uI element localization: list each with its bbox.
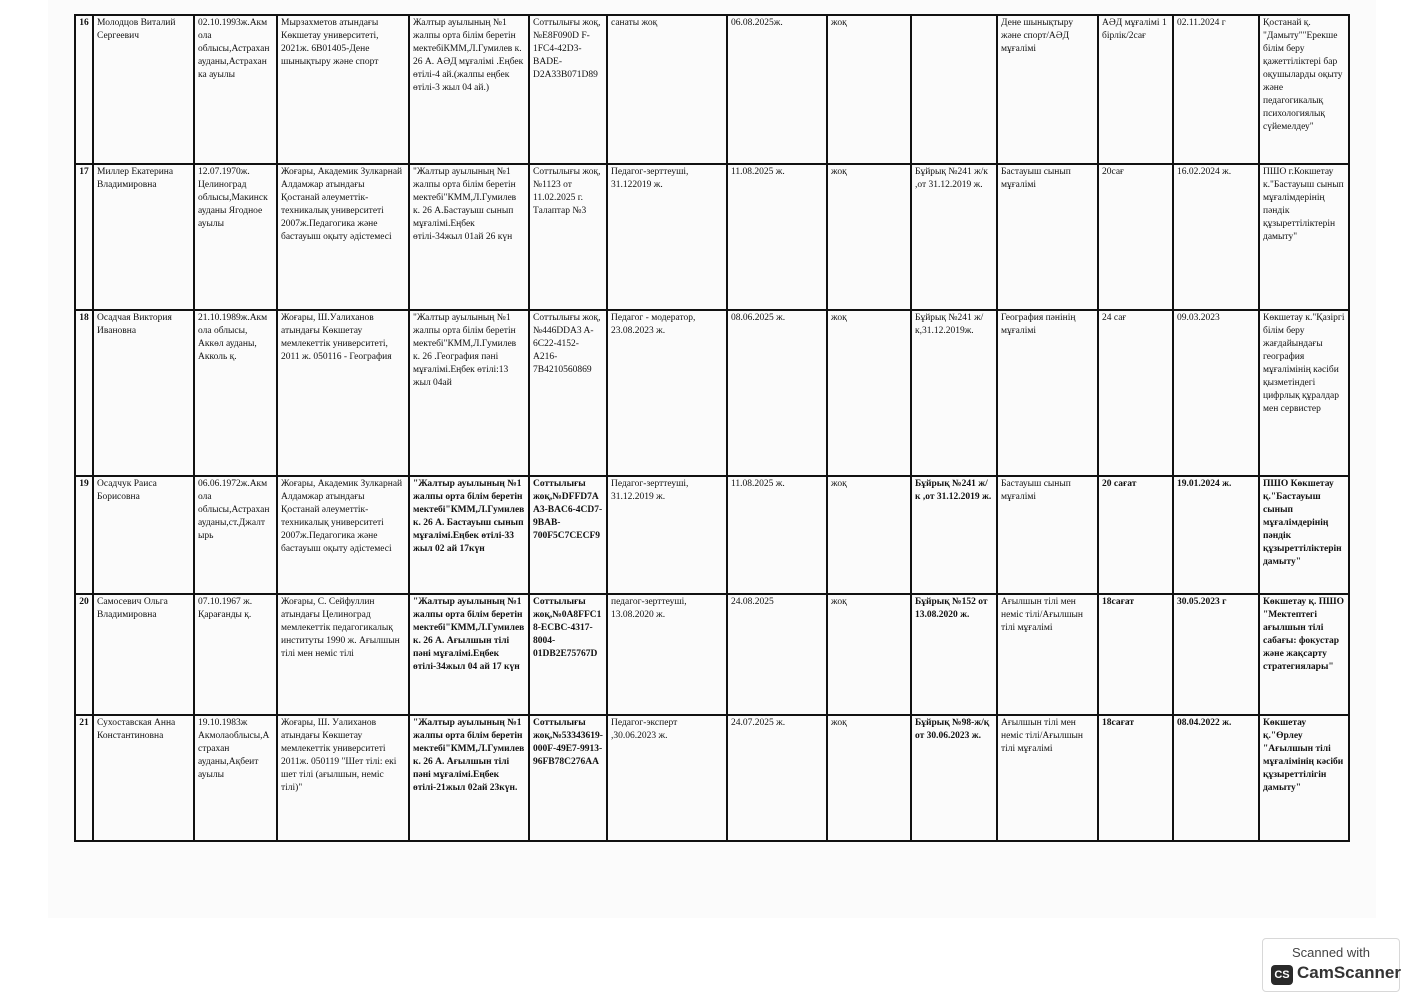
cell-number: 17 <box>75 164 93 311</box>
cell-category: Педагог - модератор, 23.08.2023 ж. <box>607 310 727 476</box>
cell-category: санаты жоқ <box>607 15 727 164</box>
cell-course: ПШО Көкшетау қ."Бастауыш сынып мұғалімдерінің пәндік құзыреттіліктерін дамыту" <box>1259 476 1349 594</box>
staff-table <box>74 14 1350 842</box>
cell-education: Мырзахметов атындағы Көкшетау университеті, 2021ж. 6B01405-Дене шынықтыру және спорт <box>277 15 409 164</box>
cell-course: Көкшетау қ. ПШО "Мектептегі ағылшын тілі сабағы: фокустар және жақсарту стратегиялары" <box>1259 594 1349 716</box>
cell-penalty: жоқ <box>827 310 911 476</box>
cell-name: Молодцов Виталий Сергеевич <box>93 15 194 164</box>
table-row <box>75 164 1349 311</box>
cell-workplace: "Жалтыр ауылының №1 жалпы орта білім беретін мектебі"КММ,Л.Гумилев к. 26 А. Ағылшын тілі пәні мұғалімі.Еңбек өтілі-34жыл 04 ай 17 күн <box>409 594 529 716</box>
cell-load: АӘД мұғалімі 1 бірлік/2сағ <box>1098 15 1173 164</box>
cell-category: Педагог-зерттеуші, 31.12.2019 ж. <box>607 476 727 594</box>
cell-education: Жоғары, Академик Зулкарнай Алдамжар атындағы Қостанай әлеуметтік-техникалық университеті 2007ж.Педагогика және бастауыш оқыту әдістемесі <box>277 476 409 594</box>
cell-name: Осадчая Виктория Ивановна <box>93 310 194 476</box>
cell-course-date: 09.03.2023 <box>1173 310 1259 476</box>
cell-course-date: 08.04.2022 ж. <box>1173 715 1259 841</box>
table-row <box>75 594 1349 716</box>
cell-date: 11.08.2025 ж. <box>727 164 827 311</box>
cell-criminal-record: Соттылығы жоқ,№E8F090D F-1FC4-42D3-BADE-D2A33B071D89 <box>529 15 607 164</box>
cell-workplace: Жалтыр ауылының №1 жалпы орта білім беретін мектебіКММ,Л.Гумилев к. 26 А. АӘД мұғалімі .Еңбек өтілі-4 ай.(жалпы еңбек өтілі-3 жыл 04 ай.) <box>409 15 529 164</box>
cell-course-date: 30.05.2023 г <box>1173 594 1259 716</box>
cell-education: Жоғары, С. Сейфуллин атындағы Целиноград мемлекеттік педагогикалық институты 1990 ж. Ағылшын тілі мен неміс тілі <box>277 594 409 716</box>
cell-criminal-record: Соттылығы жоқ,№446DDA3 A-6C22-4152-A216-7B4210560869 <box>529 310 607 476</box>
cell-load: 20сағ <box>1098 164 1173 311</box>
table-row <box>75 715 1349 841</box>
cell-name: Осадчук Раиса Борисовна <box>93 476 194 594</box>
cell-position: Бастауыш сынып мұғалімі <box>997 476 1098 594</box>
cell-order: Бұйрық №241 ж/к,31.12.2019ж. <box>911 310 997 476</box>
table-body <box>75 15 1349 841</box>
cell-category: педагог-зерттеуші, 13.08.2020 ж. <box>607 594 727 716</box>
table-row <box>75 310 1349 476</box>
cell-position: Ағылшын тілі мен неміс тілі/Ағылшын тілі мұғалімі <box>997 594 1098 716</box>
cell-name: Сухоставская Анна Константиновна <box>93 715 194 841</box>
cell-penalty: жоқ <box>827 15 911 164</box>
cell-date: 11.08.2025 ж. <box>727 476 827 594</box>
cell-birth: 02.10.1993ж.Акм ола облысы,Астрахан ауданы,Астрахан ка ауылы <box>194 15 277 164</box>
badge-caption: Scanned with <box>1291 945 1371 960</box>
cell-load: 24 сағ <box>1098 310 1173 476</box>
cell-birth: 06.06.1972ж.Акм ола облысы,Астрахан ауданы,ст.Джалт ырь <box>194 476 277 594</box>
cell-order <box>911 15 997 164</box>
cell-date: 24.07.2025 ж. <box>727 715 827 841</box>
cell-load: 18сағат <box>1098 715 1173 841</box>
cell-position: Ағылшын тілі мен неміс тілі/Ағылшын тілі мұғалімі <box>997 715 1098 841</box>
table-row <box>75 476 1349 594</box>
cell-education: Жоғары, Ш. Уалиханов атындағы Көкшетау мемлекеттік университеті 2011ж. 050119 "Шет тілі: екі шет тілі (ағылшын, неміс тілі)" <box>277 715 409 841</box>
cell-criminal-record: Соттылығы жоқ,№1123 от 11.02.2025 г. Талаптар №3 <box>529 164 607 311</box>
cell-name: Самосевич Ольга Владимировна <box>93 594 194 716</box>
badge-brand: CamScanner <box>1297 963 1401 982</box>
cell-birth: 19.10.1983ж Акмолаоблысы,А страхан ауданы,Ақбеит ауылы <box>194 715 277 841</box>
cell-course: Көкшетау к."Қазіргі білім беру жағдайындағы география мұғалімінің кәсіби қызметіндегі цифрлық құралдар мен сервистер <box>1259 310 1349 476</box>
cell-education: Жоғары, Академик Зулкарнай Алдамжар атындағы Қостанай әлеуметтік-техникалық университеті 2007ж.Педагогика және бастауыш оқыту әдістемесі <box>277 164 409 311</box>
cell-birth: 12.07.1970ж. Целиноград облысы,Макинск ауданы Ягодное ауылы <box>194 164 277 311</box>
cell-course-date: 19.01.2024 ж. <box>1173 476 1259 594</box>
cell-name: Миллер Екатерина Владимировна <box>93 164 194 311</box>
cell-order: Бұйрық №241 ж/к ,от 31.12.2019 ж. <box>911 164 997 311</box>
cell-workplace: "Жалтыр ауылының №1 жалпы орта білім беретін мектебі"КММ,Л.Гумилев к. 26 .География пәні мұғалімі.Еңбек өтілі:13 жыл 04ай <box>409 310 529 476</box>
cell-course: Қостанай қ. "Дамыту""Ерекше білім беру қажеттіліктері бар оқушыларды оқыту және педагогикалық психологиялық сүйемелдеу" <box>1259 15 1349 164</box>
cell-position: География пәнінің мұғалімі <box>997 310 1098 476</box>
cell-date: 24.08.2025 <box>727 594 827 716</box>
cell-penalty: жоқ <box>827 715 911 841</box>
cell-birth: 21.10.1989ж.Акм ола облысы, Аккөл ауданы, Акколь қ. <box>194 310 277 476</box>
cell-number: 18 <box>75 310 93 476</box>
cell-course: ПШО г.Кокшетау к."Бастауыш сынып мұғалімдерінің пәндік құзыреттіліктерін дамыту" <box>1259 164 1349 311</box>
cell-order: Бұйрық №98-ж/қ от 30.06.2023 ж. <box>911 715 997 841</box>
camscanner-badge <box>1262 938 1400 992</box>
cell-order: Бұйрық №152 от 13.08.2020 ж. <box>911 594 997 716</box>
cell-date: 06.08.2025ж. <box>727 15 827 164</box>
cell-number: 19 <box>75 476 93 594</box>
cell-workplace: "Жалтыр ауылының №1 жалпы орта білім беретін мектебі"КММ,Л.Гумилев к. 26 А. Бастауыш сынып мұғалімі.Еңбек өтілі-33 жыл 02 ай 17күн <box>409 476 529 594</box>
cell-course-date: 16.02.2024 ж. <box>1173 164 1259 311</box>
cell-position: Бастауыш сынып мұғалімі <box>997 164 1098 311</box>
cell-penalty: жоқ <box>827 594 911 716</box>
cell-load: 18сағат <box>1098 594 1173 716</box>
cell-workplace: "Жалтыр ауылының №1 жалпы орта білім беретін мектебі"КММ,Л.Гумилев к. 26 А.Бастауыш сынып мұғалімі.Еңбек өтілі-34жыл 01ай 26 күн <box>409 164 529 311</box>
cell-number: 16 <box>75 15 93 164</box>
camscanner-logo-icon: CS <box>1271 965 1293 985</box>
cell-criminal-record: Соттылығы жоқ,№53343619-000F-49E7-9913-96FB78C276AA <box>529 715 607 841</box>
cell-criminal-record: Соттылығы жоқ,№0A8FFC1 8-ECBC-4317-8004-01DB2E75767D <box>529 594 607 716</box>
cell-birth: 07.10.1967 ж. Қарағанды қ. <box>194 594 277 716</box>
cell-penalty: жоқ <box>827 476 911 594</box>
cell-workplace: "Жалтыр ауылының №1 жалпы орта білім беретін мектебі"КММ,Л.Гумилев к. 26 А. Ағылшын тілі пәні мұғалімі.Еңбек өтілі-21жыл 02ай 23күн. <box>409 715 529 841</box>
cell-course: Көкшетау қ."Өрлеу "Ағылшын тілі мұғалімінің кәсіби құзыреттілігін дамыту" <box>1259 715 1349 841</box>
table-row <box>75 15 1349 164</box>
cell-number: 21 <box>75 715 93 841</box>
cell-course-date: 02.11.2024 г <box>1173 15 1259 164</box>
cell-load: 20 сағат <box>1098 476 1173 594</box>
cell-date: 08.06.2025 ж. <box>727 310 827 476</box>
cell-order: Бұйрық №241 ж/к ,от 31.12.2019 ж. <box>911 476 997 594</box>
cell-number: 20 <box>75 594 93 716</box>
cell-category: Педагог-зерттеуші, 31.122019 ж. <box>607 164 727 311</box>
cell-education: Жоғары, Ш.Уалиханов атындағы Көкшетау мемлекеттік университеті, 2011 ж. 050116 - География <box>277 310 409 476</box>
cell-position: Дене шынықтыру және спорт/АӘД мұғалімі <box>997 15 1098 164</box>
cell-penalty: жоқ <box>827 164 911 311</box>
cell-category: Педагог-эксперт ,30.06.2023 ж. <box>607 715 727 841</box>
cell-criminal-record: Соттылығы жоқ,№DFFD7A A3-BAC6-4CD7-9BAB-700F5C7CECF9 <box>529 476 607 594</box>
